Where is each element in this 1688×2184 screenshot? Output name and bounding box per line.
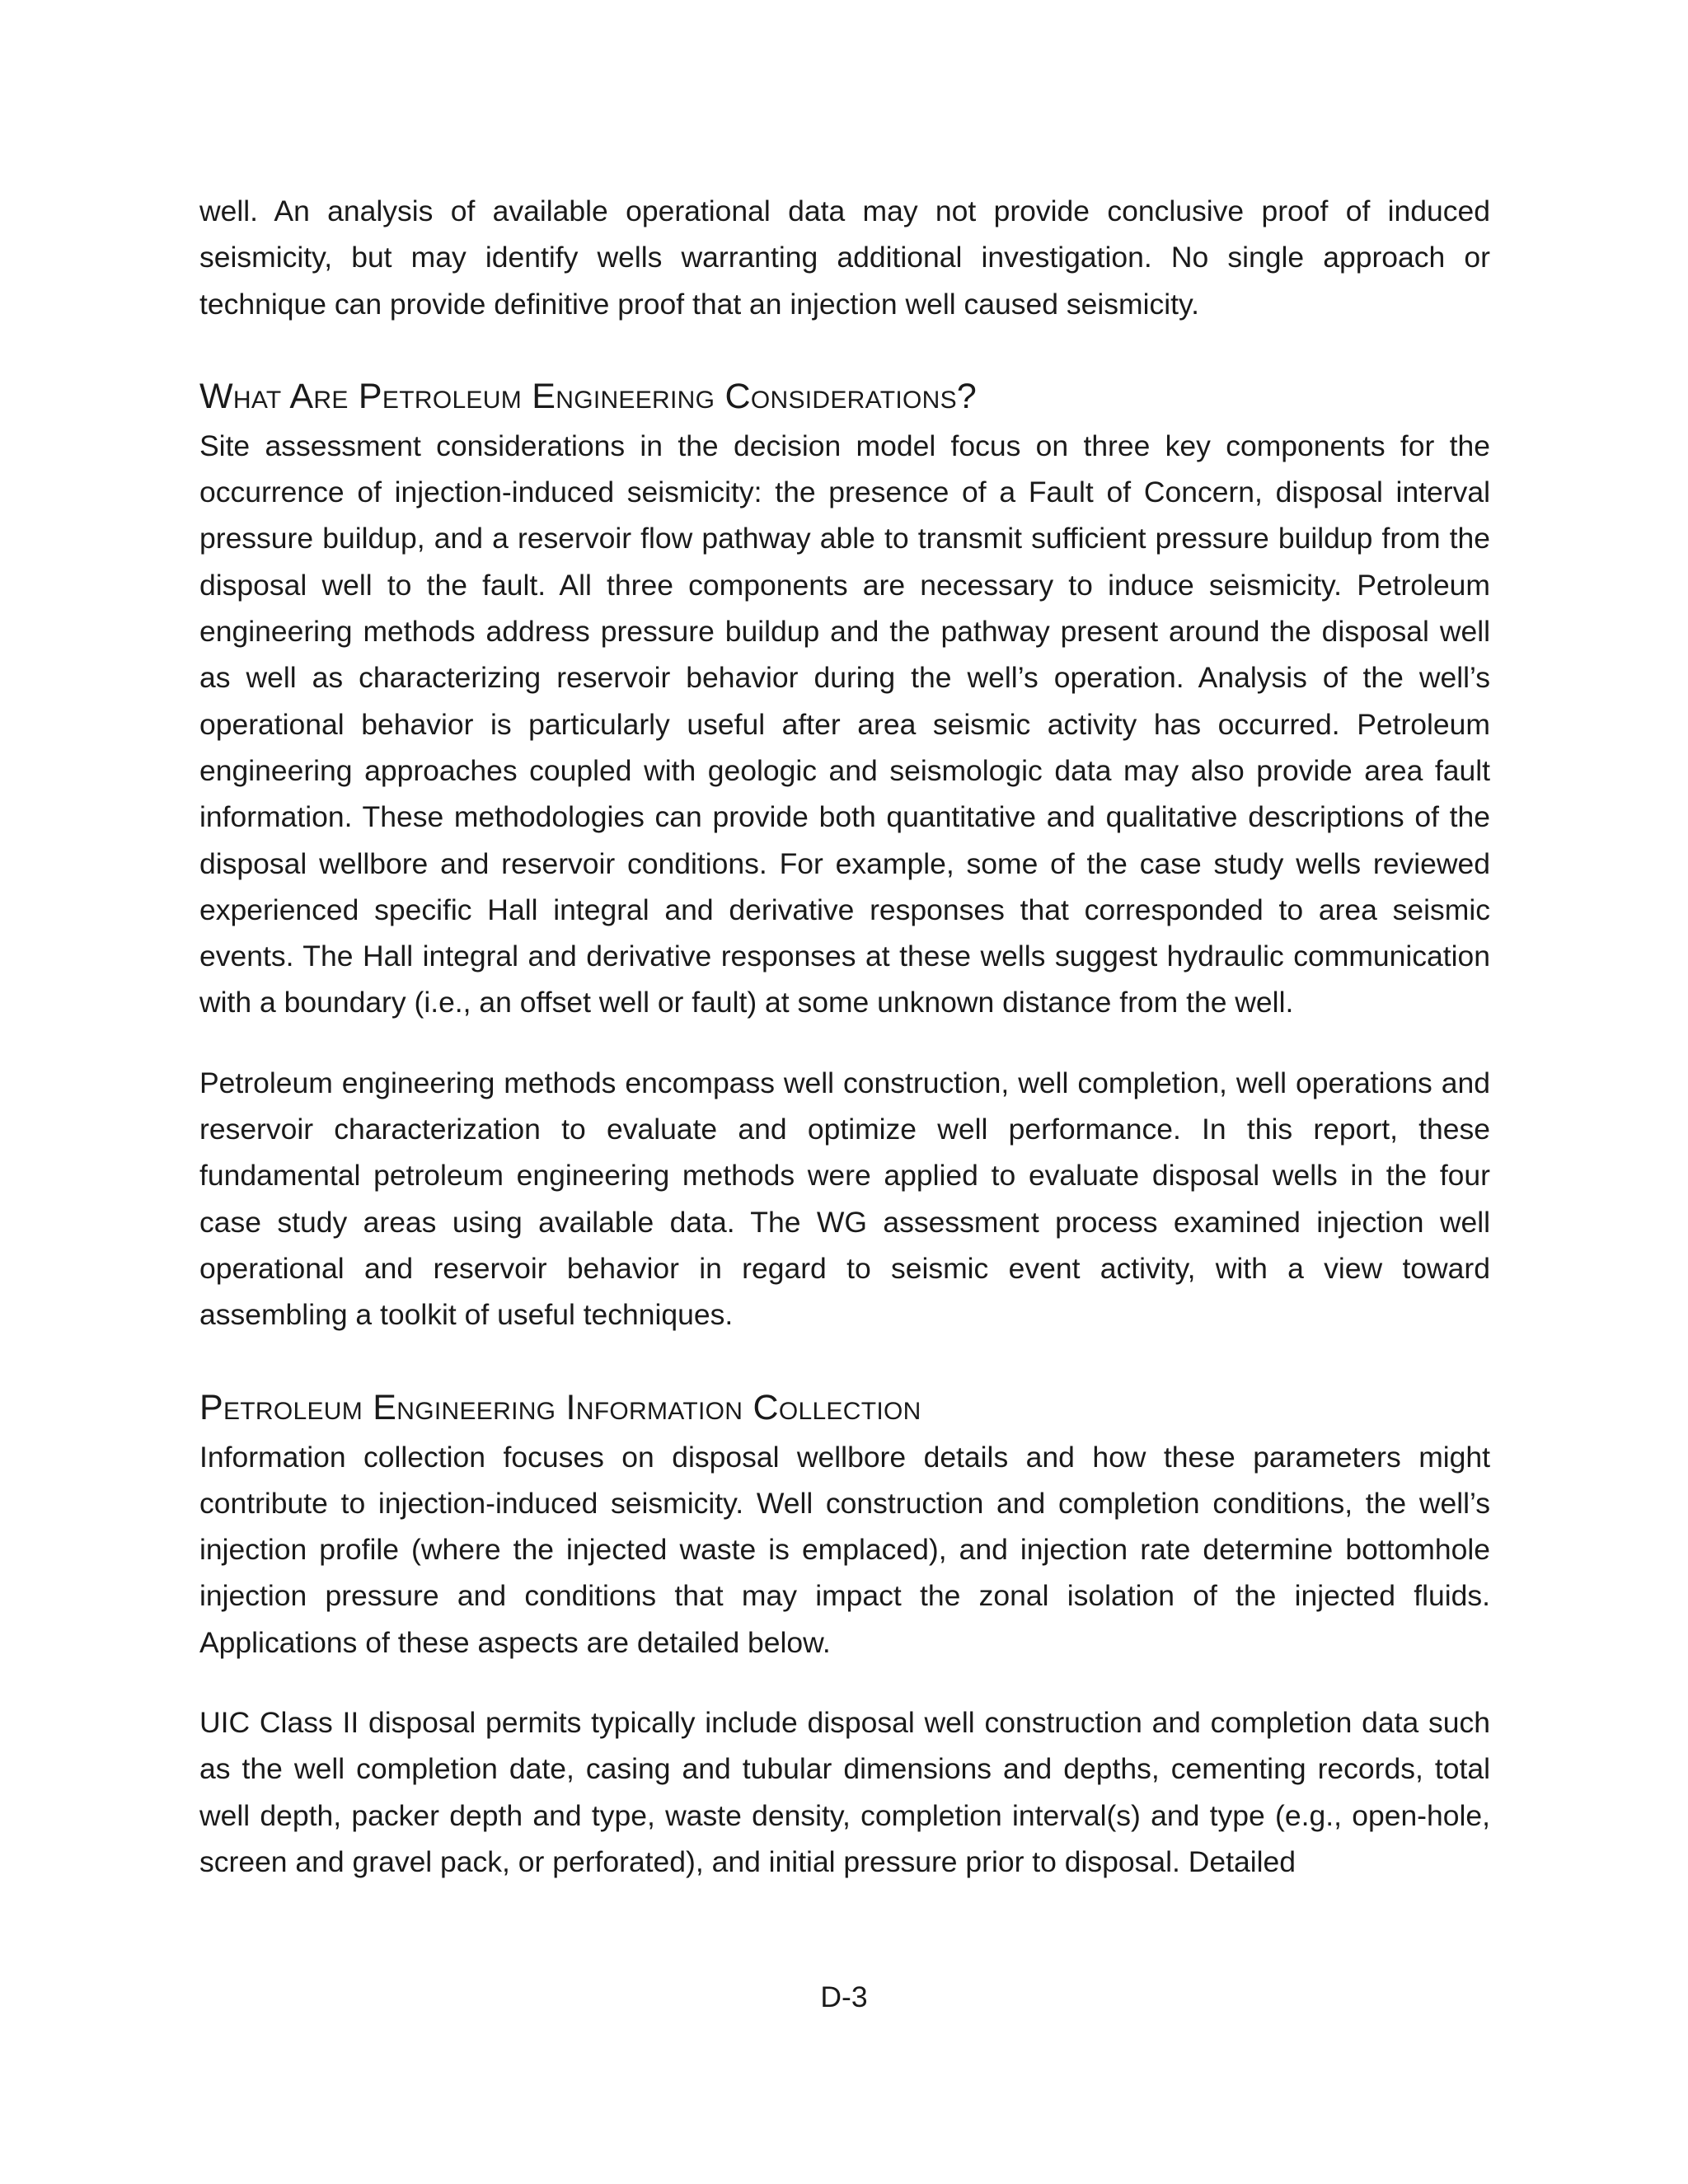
section-heading-considerations: What Are Petroleum Engineering Considerations? [199, 376, 978, 416]
paragraph-uic-permits: UIC Class II disposal permits typically include disposal well construction and completion data such as the well completion date, casing and tubular dimensions and depths, cementing records, total well depth, packer depth and type, waste density, completion interval(s) and type (e.g., open-hole, screen and gravel pack, or perforated), and initial pressure prior to disposal. Detailed [199, 1706, 1490, 1878]
paragraph-information-collection: Information collection focuses on disposal wellbore details and how these parameters might contribute to injection-induced seismicity. Well construction and completion conditions, the well’s injection profile (where the injected waste is emplaced), and injection rate determine bottomhole injection pressure and conditions that may impact the zonal isolation of the injected fluids. Applications of these aspects are detailed below. [199, 1440, 1490, 1659]
paragraph-site-assessment: Site assessment considerations in the decision model focus on three key components for the occurrence of injection-induced seismicity: the presence of a Fault of Concern, disposal interval pressure buildup, and a reservoir flow pathway able to transmit sufficient pressure buildup from the disposal well to the fault. All three components are necessary to induce seismicity. Petroleum engineering methods address pressure buildup and the pathway present around the disposal well as well as characterizing reservoir behavior during the well’s operation. Analysis of the well’s operational behavior is particularly useful after area seismic activity has occurred. Petroleum engineering approaches coupled with geologic and seismologic data may also provide area fault information. These methodologies can provide both quantitative and qualitative descriptions of the disposal wellbore and reservoir conditions. For example, some of the case study wells reviewed experienced specific Hall integral and derivative responses that corresponded to area seismic events. The Hall integral and derivative responses at these wells suggest hydraulic communication with a boundary (i.e., an offset well or fault) at some unknown distance from the well. [199, 429, 1490, 1019]
section-heading-information-collection: Petroleum Engineering Information Collection [199, 1387, 921, 1427]
paragraph-engineering-methods: Petroleum engineering methods encompass well construction, well completion, well operations and reservoir characterization to evaluate and optimize well performance. In this report, these fundamental petroleum engineering methods were applied to evaluate disposal wells in the four case study areas using available data. The WG assessment process examined injection well operational and reservoir behavior in regard to seismic event activity, with a view toward assembling a toolkit of useful techniques. [199, 1066, 1490, 1332]
page-number: D-3 [820, 1980, 868, 2013]
paragraph-intro: well. An analysis of available operational data may not provide conclusive proof of induced seismicity, but may identify wells warranting additional investigation. No single approach or technique can provide definitive proof that an injection well caused seismicity. [199, 194, 1490, 321]
page-body [199, 188, 1490, 1885]
